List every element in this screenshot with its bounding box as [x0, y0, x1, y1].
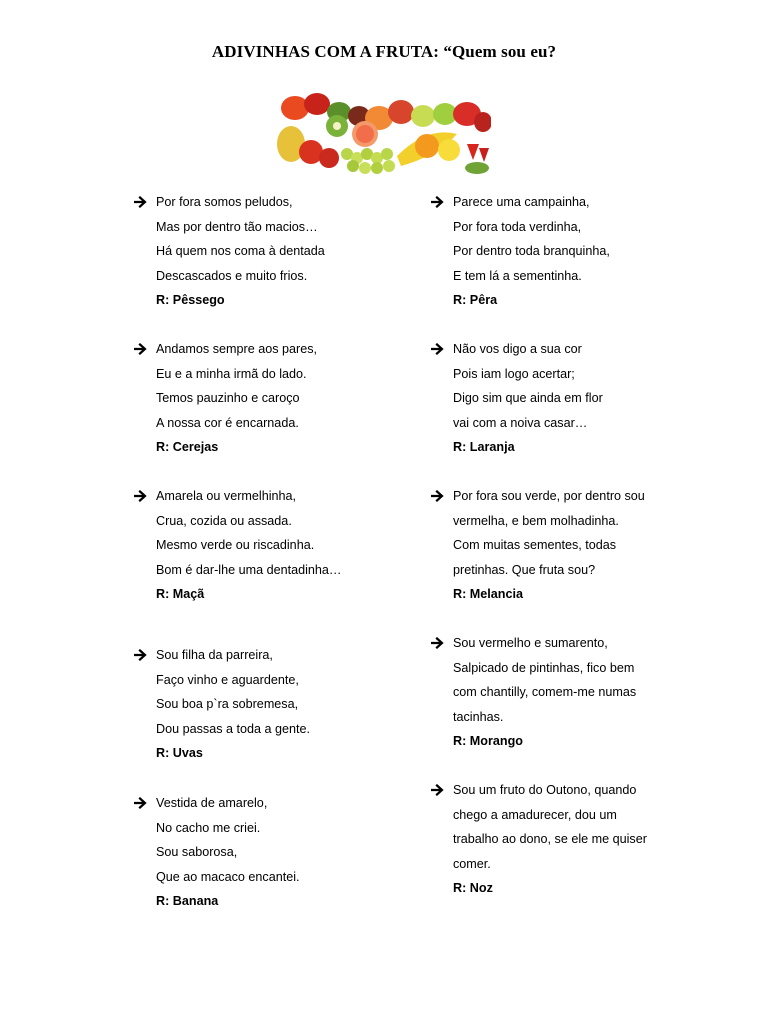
- riddle-line: Por fora sou verde, por dentro sou: [453, 489, 645, 503]
- riddle-line: Mesmo verde ou riscadinha.: [156, 538, 315, 553]
- riddle-left-5: [156, 795, 300, 918]
- riddle-line: Vestida de amarelo,: [156, 796, 268, 810]
- riddle-line: Digo sim que ainda em flor: [453, 391, 603, 406]
- riddle-left-1: [156, 194, 325, 317]
- riddle-answer: R: Cerejas: [156, 440, 219, 455]
- right-arrow-icon: [431, 784, 445, 796]
- riddle-line: A nossa cor é encarnada.: [156, 415, 299, 430]
- riddle-line: Não vos digo a sua cor: [453, 342, 582, 356]
- riddle-line: chego a amadurecer, dou um: [453, 807, 617, 822]
- fruit-banner-image: [277, 86, 491, 176]
- right-arrow-icon: [134, 797, 148, 809]
- riddle-line: Com muitas sementes, todas: [453, 538, 617, 553]
- riddle-answer: R: Noz: [453, 881, 493, 896]
- right-arrow-icon: [431, 196, 445, 208]
- riddle-line: Por dentro toda branquinha,: [453, 244, 610, 259]
- riddle-line: Crua, cozida ou assada.: [156, 513, 292, 528]
- riddle-line: com chantilly, comem-me numas: [453, 685, 637, 700]
- riddle-answer: R: Melancia: [453, 587, 523, 602]
- riddle-line: Temos pauzinho e caroço: [156, 391, 300, 406]
- right-arrow-icon: [134, 490, 148, 502]
- right-arrow-icon: [134, 343, 148, 355]
- riddle-answer: R: Morango: [453, 734, 523, 749]
- right-arrow-icon: [431, 343, 445, 355]
- riddle-line: Dou passas a toda a gente.: [156, 721, 311, 736]
- riddle-right-5: [453, 782, 647, 905]
- riddle-line: Sou filha da parreira,: [156, 648, 273, 662]
- riddle-line: Há quem nos coma à dentada: [156, 244, 325, 259]
- riddle-line: Bom é dar-lhe uma dentadinha…: [156, 562, 342, 577]
- page-title: ADIVINHAS COM A FRUTA: “Quem sou eu?: [211, 42, 557, 61]
- riddle-left-4: [156, 647, 310, 770]
- right-arrow-icon: [431, 637, 445, 649]
- riddle-line: Andamos sempre aos pares,: [156, 342, 318, 356]
- riddle-line: Sou saborosa,: [156, 845, 238, 860]
- riddle-line: Parece uma campainha,: [453, 195, 590, 209]
- riddle-line: Faço vinho e aguardente,: [156, 672, 299, 687]
- riddle-line: Por fora toda verdinha,: [453, 219, 582, 234]
- riddle-line: Que ao macaco encantei.: [156, 869, 300, 884]
- riddle-right-2: [453, 341, 603, 464]
- riddle-line: Sou vermelho e sumarento,: [453, 636, 608, 650]
- riddle-line: Mas por dentro tão macios…: [156, 219, 318, 234]
- riddle-line: vermelha, e bem molhadinha.: [453, 513, 619, 528]
- riddle-line: E tem lá a sementinha.: [453, 268, 582, 283]
- riddle-line: Pois iam logo acertar;: [453, 366, 575, 381]
- riddle-line: Amarela ou vermelhinha,: [156, 489, 297, 503]
- riddle-answer: R: Uvas: [156, 746, 203, 761]
- riddle-left-3: [156, 488, 342, 611]
- riddle-line: Salpicado de pintinhas, fico bem: [453, 660, 635, 675]
- riddle-answer: R: Laranja: [453, 440, 515, 455]
- riddle-line: Sou boa p`ra sobremesa,: [156, 697, 299, 712]
- riddle-line: Sou um fruto do Outono, quando: [453, 783, 637, 797]
- riddle-right-4: [453, 635, 636, 758]
- riddle-line: vai com a noiva casar…: [453, 415, 588, 430]
- riddle-line: Por fora somos peludos,: [156, 195, 293, 209]
- right-arrow-icon: [431, 490, 445, 502]
- riddle-line: comer.: [453, 856, 491, 871]
- riddle-answer: R: Pêra: [453, 293, 498, 308]
- riddle-answer: R: Banana: [156, 894, 219, 909]
- riddle-answer: R: Pêssego: [156, 293, 225, 308]
- riddle-line: Descascados e muito frios.: [156, 268, 308, 283]
- right-arrow-icon: [134, 196, 148, 208]
- riddle-line: Eu e a minha irmã do lado.: [156, 366, 307, 381]
- riddle-line: pretinhas. Que fruta sou?: [453, 562, 596, 577]
- riddle-left-2: [156, 341, 317, 464]
- riddle-line: tacinhas.: [453, 709, 504, 724]
- riddle-line: trabalho ao dono, se ele me quiser: [453, 832, 647, 847]
- riddle-line: No cacho me criei.: [156, 820, 261, 835]
- riddle-right-1: [453, 194, 610, 317]
- right-arrow-icon: [134, 649, 148, 661]
- riddle-right-3: [453, 488, 645, 611]
- riddle-answer: R: Maçã: [156, 587, 205, 602]
